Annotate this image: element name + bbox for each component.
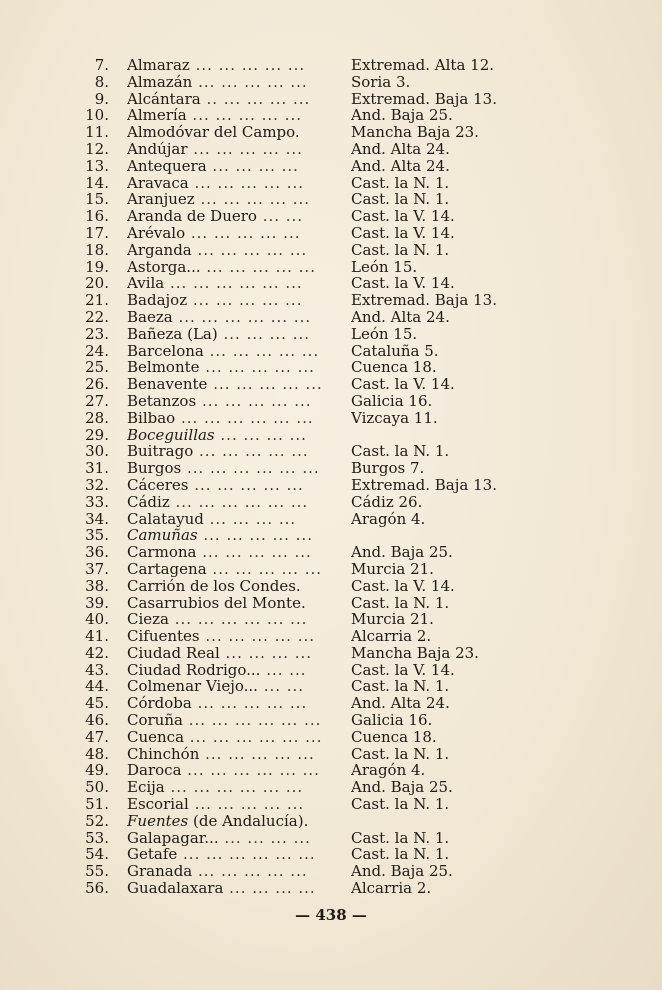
entry-number: 24. [85,341,109,360]
leader-dots: ... ... ... ... ... [188,174,305,192]
entry-number: 52. [85,811,109,830]
leader-dots: ... ... ... ... ... ... [181,460,320,477]
entry-region: And. Alta 24. [351,695,450,713]
leader-dots: ... ... ... ... ... ... [172,308,312,326]
leader-dots: ... ... ... ... ... [196,544,312,561]
entry-name [127,359,332,376]
list-item [0,477,662,494]
entry-number: 45. [85,694,109,713]
list-item [0,259,662,276]
entry-name [127,729,332,746]
entry-number: 56. [85,879,109,898]
leader-dots: ... ... [260,661,307,679]
leader-dots: ... ... [256,208,304,225]
entry-region: Galicia 16. [351,392,433,410]
entry-name [127,662,332,679]
entry-name-text: Barcelona [127,342,204,360]
entry-name [127,477,332,494]
entry-name [127,779,332,796]
leader-dots: ... ... ... ... ... ... [177,846,316,864]
entry-region: León 15. [351,325,418,343]
entry-number: 19. [85,257,109,276]
entry-name-text: Arévalo [127,224,186,242]
entry-name-text: Getafe [127,846,178,864]
entry-name [127,427,332,444]
entry-name [127,124,332,141]
list-item [0,208,662,225]
entry-region: Alcarria 2. [351,880,432,897]
list-item [0,74,662,91]
entry-number: 46. [85,711,109,730]
list-item [0,376,662,393]
entry-region: Cast. la N. 1. [351,829,450,847]
entry-number: 26. [85,375,109,394]
entry-region: Cast. la N. 1. [351,443,450,461]
leader-dots: ... ... [257,678,305,696]
entry-name [127,628,332,645]
entry-name-text: Calatayud [127,510,204,528]
entry-number: 34. [85,509,109,528]
entry-number: 14. [85,173,109,192]
entry-name [127,595,332,612]
entry-number: 51. [85,795,109,814]
list-item [0,57,662,74]
leader-dots: ... ... ... ... ... ... [164,275,303,293]
entry-name [127,242,332,259]
entry-region: Cast. la N. 1. [351,678,450,696]
leader-dots: ... ... ... ... ... [187,140,303,158]
list-item [0,427,662,444]
entry-name [127,645,332,662]
entry-number: 55. [85,862,109,881]
entry-name-text: Arganda [127,241,192,259]
entry-region: Cast. la V. 14. [351,577,455,595]
entry-name [127,880,332,897]
entry-name-text: Guadalaxara [127,880,224,897]
entry-name-text: Antequera [127,157,207,175]
entry-name-text: Cádiz [127,493,170,511]
leader-dots: ... ... ... ... ... [194,191,311,209]
entry-name [127,746,332,763]
list-item [0,544,662,561]
entry-name-text: Córdoba [127,695,192,713]
entry-name-text: Camuñas [127,527,198,545]
list-item [0,813,662,830]
entry-name [127,813,332,830]
entry-name-suffix: (de Andalucía). [188,812,309,830]
leader-dots: ... ... ... ... [203,510,297,528]
leader-dots: ... ... ... ... ... [199,359,315,377]
entry-name-text: Andújar [127,140,188,158]
entry-name-text: Benavente [127,376,208,393]
entry-number: 22. [85,307,109,326]
entry-name [127,695,332,712]
entry-name-text: Cieza [127,611,169,629]
leader-dots: ... ... ... ... [217,325,311,343]
entry-name-text: Fuentes [127,812,189,830]
entry-name [127,225,332,242]
entry-region: And. Alta 24. [351,308,450,326]
list-item [0,611,662,628]
entry-name-text: Belmonte [127,359,200,377]
entry-region: Cast. la V. 14. [351,275,455,293]
leader-dots: ... ... ... ... ... [206,560,323,578]
entry-number: 7. [94,56,109,74]
entry-region: Galicia 16. [351,712,433,729]
entry-number: 13. [85,156,109,175]
leader-dots: ... ... ... ... ... [187,292,303,309]
entry-name-text: Aranjuez [127,191,195,209]
list-item [0,443,662,460]
list-item [0,779,662,796]
list-item [0,712,662,729]
leader-dots: .. ... ... ... ... [200,90,311,108]
leader-dots: ... ... ... ... ... ... [184,728,323,746]
entry-name [127,578,332,595]
entry-name-text: Ciudad Rodrigo... [127,661,261,679]
entry-region: León 15. [351,258,418,276]
entry-name [127,846,332,863]
entry-name-text: Carrión de los Condes. [127,577,301,595]
entry-region: Extremad. Alta 12. [351,57,495,74]
list-item [0,628,662,645]
entry-region: And. Baja 25. [351,544,453,561]
leader-dots: ... ... ... ... ... ... [181,762,320,780]
entry-name [127,343,332,360]
entry-number: 41. [85,627,109,646]
entry-number: 44. [85,677,109,696]
leader-dots: ... ... ... ... ... [207,376,323,393]
entry-region: And. Baja 25. [351,107,453,125]
entry-number: 43. [85,660,109,679]
leader-dots: ... ... ... ... ... ... [175,409,314,427]
leader-dots: ... ... ... ... ... [186,107,303,125]
list-item [0,695,662,712]
list-item [0,393,662,410]
entry-name-text: Cáceres [127,476,189,494]
list-item [0,645,662,662]
list-item [0,729,662,746]
entry-name [127,376,332,393]
entry-name-text: Almodóvar del Campo. [127,124,300,141]
entry-name [127,208,332,225]
leader-dots: ... ... ... ... [223,880,316,897]
page-number: — 438 — [295,906,367,924]
entry-name-text: Buitrago [127,443,194,461]
entry-name-text: Almería [127,107,187,125]
list-item [0,662,662,679]
entry-region: Mancha Baja 23. [351,124,479,141]
entry-name [127,309,332,326]
entry-number: 30. [85,442,109,461]
entry-number: 53. [85,828,109,847]
entry-name [127,292,332,309]
list-item [0,175,662,192]
list-item [0,796,662,813]
leader-dots: ... ... ... ... ... [192,73,308,91]
entry-name-text: Cifuentes [127,628,200,645]
entry-name [127,393,332,410]
list-item [0,561,662,578]
entry-region: Cast. la V. 14. [351,661,455,679]
index-list [0,57,662,897]
entry-name-text: Betanzos [127,392,197,410]
entry-name [127,460,332,477]
list-item [0,511,662,528]
entry-number: 11. [85,123,109,142]
list-item [0,880,662,897]
entry-name-text: Almaraz [127,57,190,74]
entry-name [127,74,332,91]
entry-region: Alcarria 2. [351,628,432,645]
entry-name-text: Casarrubios del Monte. [127,594,306,612]
entry-number: 42. [85,643,109,662]
entry-name [127,796,332,813]
leader-dots: ... ... ... ... [218,829,311,847]
list-item [0,460,662,477]
entry-region: Cast. la N. 1. [351,241,450,259]
leader-dots: ... ... ... ... ... ... [169,493,309,511]
entry-name [127,275,332,292]
entry-region: Cast. la N. 1. [351,796,450,813]
entry-region: And. Alta 24. [351,157,450,175]
entry-number: 37. [85,559,109,578]
leader-dots: ... ... ... ... ... [191,695,308,713]
entry-name-text: Avila [127,275,165,293]
leader-dots: ... ... ... ... ... ... [182,712,322,729]
leader-dots: ... ... ... ... ... ... [164,779,304,797]
leader-dots: ... ... ... ... ... [188,796,305,813]
leader-dots: ... ... ... ... [214,426,307,444]
list-item [0,275,662,292]
entry-number: 27. [85,391,109,410]
list-item [0,225,662,242]
entry-number: 36. [85,543,109,562]
list-item [0,359,662,376]
entry-name [127,141,332,158]
entry-region: Cádiz 26. [351,493,423,511]
list-item [0,578,662,595]
entry-region: Murcia 21. [351,611,434,629]
entry-number: 29. [85,425,109,444]
entry-region: Extremad. Baja 13. [351,476,497,494]
entry-region: Cast. la N. 1. [351,745,450,763]
list-item [0,678,662,695]
entry-number: 50. [85,778,109,797]
entry-region: Cast. la N. 1. [351,174,450,192]
entry-region: Cast. la V. 14. [351,376,455,393]
entry-name-text: Granada [127,863,193,881]
entry-name-text: Carmona [127,544,197,561]
entry-region: Burgos 7. [351,460,425,477]
entry-number: 40. [85,610,109,629]
entry-name-text: Daroca [127,762,182,780]
entry-name-text: Bilbao [127,409,176,427]
entry-name [127,326,332,343]
entry-region: Cast. la V. 14. [351,208,455,225]
entry-number: 9. [94,89,109,108]
entry-number: 16. [85,207,109,226]
entry-number: 12. [85,139,109,158]
list-item [0,242,662,259]
entry-name [127,561,332,578]
list-item [0,191,662,208]
entry-name-text: Almazán [127,73,193,91]
entry-region: And. Alta 24. [351,140,450,158]
entry-region: Cast. la N. 1. [351,594,450,612]
list-item [0,124,662,141]
entry-name [127,175,332,192]
list-item [0,595,662,612]
entry-name-text: Burgos [127,460,182,477]
list-item [0,830,662,847]
leader-dots: ... ... ... ... ... [191,241,308,259]
entry-name-text: Galapagar... [127,829,219,847]
entry-region: Cataluña 5. [351,342,439,360]
list-item [0,746,662,763]
leader-dots: ... ... ... ... ... [203,342,320,360]
entry-name [127,57,332,74]
entry-region: Extremad. Baja 13. [351,292,497,309]
entry-number: 20. [85,274,109,293]
entry-name [127,830,332,847]
entry-name-text: Colmenar Viejo... [127,678,258,696]
leader-dots: ... ... ... ... ... ... [169,611,308,629]
entry-name [127,678,332,695]
leader-dots: ... ... ... ... ... [197,527,313,545]
entry-name-text: Escorial [127,796,189,813]
entry-number: 38. [85,576,109,595]
entry-region: Cuenca 18. [351,359,437,377]
entry-number: 17. [85,223,109,242]
entry-number: 31. [85,459,109,478]
list-item [0,863,662,880]
leader-dots: ... ... ... ... ... [199,745,315,763]
leader-dots: ... ... ... ... ... [192,863,308,881]
entry-name-text: Ciudad Real [127,644,220,662]
leader-dots: ... ... ... ... ... [196,392,312,410]
entry-number: 33. [85,492,109,511]
entry-name [127,863,332,880]
entry-number: 47. [85,727,109,746]
entry-name-text: Alcántara [127,90,201,108]
entry-number: 39. [85,593,109,612]
entry-name-text: Chinchón [127,745,200,763]
entry-number: 10. [85,106,109,125]
list-item [0,326,662,343]
entry-region: Vizcaya 11. [351,409,438,427]
entry-number: 32. [85,475,109,494]
entry-name [127,259,332,276]
list-item [0,410,662,427]
entry-name-text: Ecija [127,779,165,797]
entry-name-text: Badajoz [127,292,188,309]
entry-name-text: Cartagena [127,560,207,578]
entry-name-text: Cuenca [127,728,185,746]
leader-dots: ... ... ... ... [219,644,313,662]
entry-name-text: Astorga... [127,258,201,276]
list-item [0,494,662,511]
entry-region: Murcia 21. [351,560,434,578]
entry-number: 48. [85,744,109,763]
list-item [0,158,662,175]
entry-name-text: Bañeza (La) [127,325,218,343]
entry-region: Aragón 4. [351,510,426,528]
entry-name [127,527,332,544]
list-item [0,309,662,326]
leader-dots: ... ... ... ... ... [200,258,316,276]
entry-number: 21. [85,291,109,310]
entry-region: Cast. la N. 1. [351,191,450,209]
entry-name [127,712,332,729]
entry-number: 49. [85,761,109,780]
entry-number: 8. [94,72,109,91]
entry-name [127,494,332,511]
entry-number: 23. [85,324,109,343]
entry-region: Extremad. Baja 13. [351,90,497,108]
entry-number: 15. [85,190,109,209]
entry-region: Cast. la V. 14. [351,224,455,242]
entry-name-text: Coruña [127,712,183,729]
entry-region: Aragón 4. [351,762,426,780]
leader-dots: ... ... ... ... ... [189,57,306,74]
leader-dots: ... ... ... ... [206,157,299,175]
entry-name [127,611,332,628]
entry-number: 25. [85,358,109,377]
entry-name [127,191,332,208]
list-item [0,762,662,779]
leader-dots: ... ... ... ... ... [193,443,309,461]
entry-number: 35. [85,526,109,545]
list-item [0,141,662,158]
entry-name-text: Aranda de Duero [127,208,257,225]
entry-number: 54. [85,845,109,864]
entry-name [127,511,332,528]
leader-dots: ... ... ... ... ... [185,224,301,242]
entry-name-text: Aravaca [127,174,189,192]
entry-number: 18. [85,240,109,259]
entry-name [127,544,332,561]
leader-dots: ... ... ... ... ... [199,628,316,645]
list-item [0,107,662,124]
entry-name-text: Baeza [127,308,173,326]
entry-name-text: Boceguillas [127,426,215,444]
entry-name [127,443,332,460]
entry-region: Cuenca 18. [351,728,437,746]
entry-name [127,91,332,108]
entry-region: And. Baja 25. [351,863,453,881]
entry-name [127,762,332,779]
leader-dots: ... ... ... ... ... [188,476,304,494]
entry-name [127,410,332,427]
list-item [0,527,662,544]
entry-region: Soria 3. [351,73,411,91]
entry-name [127,158,332,175]
entry-region: Mancha Baja 23. [351,644,479,662]
list-item [0,292,662,309]
entry-number: 28. [85,408,109,427]
entry-region: And. Baja 25. [351,779,453,797]
list-item [0,846,662,863]
list-item [0,91,662,108]
entry-region: Cast. la N. 1. [351,846,450,864]
list-item [0,343,662,360]
entry-name [127,107,332,124]
